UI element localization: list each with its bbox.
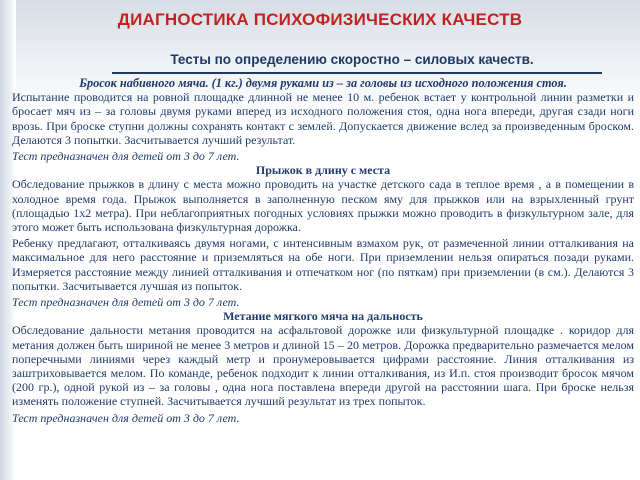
page-subtitle: Тесты по определению скоростно – силовых качеств. [170, 52, 534, 67]
age-note-soft-ball-throw: Тест предназначен для детей от 3 до 7 лет. [12, 410, 240, 425]
section-heading-long-jump: Прыжок в длину с места [255, 163, 391, 178]
document-body [12, 76, 634, 425]
paragraph-soft-ball-throw: Обследование дальности метания проводится на асфальтовой дорожке или физкультурной площадке . коридор для метания должен быть шириной не менее 3 метров и длиной 15 – 20 метров. Дорожка предварительно размечается мелом поперечными линиями через каждый метр и пронумеровывается цифрами расстояние. Линия отталкивания из заштриховывается мелом. По команде, ребенок подходит к линии отталкивания, из И.п. стоя производит бросок мячом (200 гр.), одной рукой из – за головы , одна нога поставлена впереди другой на расстоянии шага. При броске нельзя изменять положение ступней. Засчитывается лучший результат из трех попыток. [12, 323, 634, 409]
age-note-ball-throw: Тест предназначен для детей от 3 до 7 лет. [12, 149, 240, 164]
section-heading-soft-ball-throw: Метание мягкого мяча на дальность [223, 309, 423, 324]
paragraph-long-jump-1: Обследование прыжков в длину с места можно проводить на участке детского сада в теплое время , а в помещении в холодное время года. Прыжок выполняется в заполненную песком яму для прыжков или на взрыхленный грунт (площадью 1х2 метра). При неблагоприятных погодных условиях прыжки можно проводить в физкультурном зале, для этого может быть использована физкультурная дорожка. [12, 177, 634, 235]
subtitle-underline [112, 72, 602, 74]
paragraph-long-jump-2: Ребенку предлагают, отталкиваясь двумя ногами, с интенсивным взмахом рук, от размеченной линии отталкивания на максимальное для него расстояние и приземляться на обе ноги. При приземлении нельзя опираться позади руками. Измеряется расстояние между линией отталкивания и отпечатком ног (по пяткам) при приземлении (в см.). Делаются 3 попытки. Засчитывается лучшая из попыток. [12, 236, 634, 293]
page-title: ДИАГНОСТИКА ПСИХОФИЗИЧЕСКИХ КАЧЕСТВ [117, 10, 523, 29]
paragraph-ball-throw: Испытание проводится на ровной площадке длинной не менее 10 м. ребенок встает у контрольной линии разметки и бросает мяч из – за головы двумя руками вперед из исходного положения стоя, одна нога впереди, другая сзади ноги врозь. При броске ступни должны сохранять контакт с землей. Допускается движение вслед за произведенным броском. Делаются 3 попытки. Засчитывается лучший результат. [12, 90, 634, 147]
section-heading-ball-throw: Бросок набивного мяча. (1 кг.) двумя руками из – за головы из исходного положения стоя. [79, 76, 567, 90]
age-note-long-jump: Тест предназначен для детей от 3 до 7 лет. [12, 295, 240, 310]
